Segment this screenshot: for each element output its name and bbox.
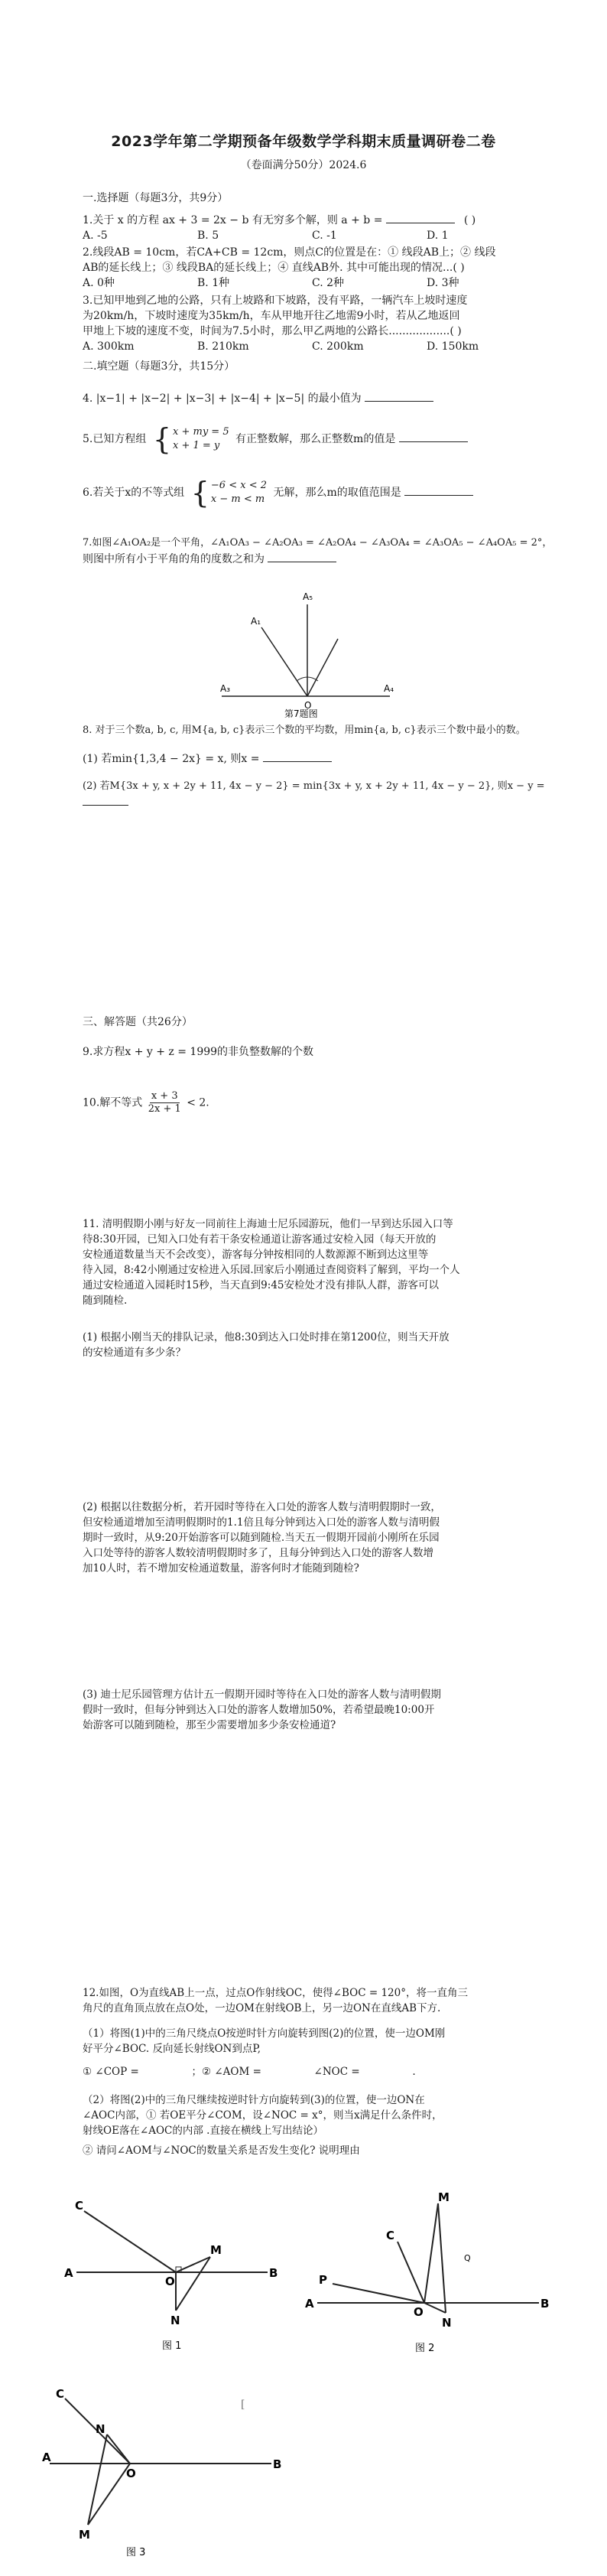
q7-blank bbox=[268, 551, 336, 562]
q7-label-a5: A₅ bbox=[303, 591, 313, 602]
fig3-label-m: M bbox=[79, 2528, 90, 2542]
fig1-label-o: O bbox=[165, 2275, 175, 2288]
q8-part-2: (2) 若M{3x + y, x + 2y + 11, 4x − y − 2} = min{3x + y, x + 2y + 11, 4x − y − 2}, 则x − y = bbox=[83, 780, 545, 792]
fig1-label-b: B bbox=[269, 2266, 278, 2280]
q1-option-d: D. 1 bbox=[427, 230, 449, 242]
q7-label-o: O bbox=[304, 700, 312, 711]
q7-label-a3: A₃ bbox=[220, 683, 231, 694]
q2-option-b: B. 1种 bbox=[197, 277, 230, 289]
q5-suffix: 有正整数解，那么正整数m的值是 bbox=[235, 433, 396, 445]
q11-p2-line: 入口处等待的游客人数较清明假期时多了，且每分钟到达入口处的游客人数增 bbox=[83, 1547, 433, 1559]
q12-line: 12.如图，O为直线AB上一点，过点O作射线OC，使得∠BOC = 120°，将一直角三 bbox=[83, 1987, 468, 1999]
q7-label-a4: A₄ bbox=[384, 683, 394, 694]
fig3-label-a: A bbox=[42, 2451, 51, 2464]
q12-figure-1 bbox=[61, 2196, 283, 2356]
q1-blank bbox=[386, 212, 455, 223]
q3-option-a: A. 300km bbox=[83, 340, 135, 353]
question-7 bbox=[83, 536, 557, 567]
q1-options bbox=[83, 228, 557, 243]
q12-p1-line: 好平分∠BOC. 反向延长射线ON到点P, bbox=[83, 2043, 261, 2055]
fig2-label-b: B bbox=[540, 2297, 550, 2311]
q11-p3-line: (3) 迪士尼乐园管理方估计五一假期开园时等待在入口处的游客人数与清明假期 bbox=[83, 1689, 441, 1701]
fig2-label-a: A bbox=[305, 2297, 314, 2311]
q11-p2-line: (2) 根据以往数据分析，若开园时等待在入口处的游客人数与清明假期时一致， bbox=[83, 1501, 441, 1513]
q5-brace-icon: { bbox=[152, 422, 171, 456]
q11-line: 待入园，8:42小刚通过安检进入乐园.回家后小刚通过查阅资料了解到，平均一个人 bbox=[83, 1264, 460, 1276]
question-12-part-1 bbox=[83, 2026, 572, 2079]
q4-blank bbox=[365, 390, 433, 402]
q2-text-1: 2.线段AB = 10cm，若CA+CB = 12cm，则点C的位置是在：① 线段AB上；② 线段 bbox=[83, 246, 496, 259]
exam-subtitle: （卷面满分50分）2024.6 bbox=[240, 159, 367, 171]
question-11-part-3 bbox=[83, 1687, 557, 1733]
q10-suffix: < 2. bbox=[187, 1096, 209, 1109]
q5-row-2: x + 1 = y bbox=[173, 440, 220, 451]
q10-numerator: x + 3 bbox=[151, 1090, 178, 1102]
q4-expr: 4. |x−1| + |x−2| + |x−3| + |x−4| + |x−5| 的最小值为 bbox=[83, 392, 362, 405]
q6-suffix: 无解，那么m的取值范围是 bbox=[273, 487, 401, 499]
fig1-label-n: N bbox=[170, 2314, 180, 2327]
fig2-label-n: N bbox=[442, 2316, 452, 2330]
section3-heading: 三、解答题（共26分） bbox=[83, 1016, 193, 1028]
q2-options bbox=[83, 275, 557, 291]
fig2-label-c: C bbox=[386, 2229, 395, 2242]
question-5 bbox=[83, 422, 557, 456]
q8-part-1: (1) 若min{1,3,4 − 2x} = x, 则x = bbox=[83, 753, 260, 765]
q6-brace-icon: { bbox=[190, 476, 209, 510]
q11-line: 安检通道数量当天不会改变），游客每分钟按相同的人数源源不断到达这里等 bbox=[83, 1249, 429, 1261]
q5-prefix: 5.已知方程组 bbox=[83, 433, 147, 445]
fig2-ray-op bbox=[333, 2284, 424, 2303]
q12-p2-line: ∠AOC内部，① 若OE平分∠COM，设∠NOC = x°，则当x满足什么条件时， bbox=[83, 2109, 443, 2122]
q10-denominator: 2x + 1 bbox=[148, 1103, 181, 1115]
q8-text-1: 8. 对于三个数a, b, c, 用M{a, b, c}表示三个数的平均数，用min{a, b, c}表示三个数中最小的数。 bbox=[83, 725, 526, 736]
q12-line: 角尺的直角顶点放在点O处，一边OM在射线OB上，另一边ON在直线AB下方. bbox=[83, 2002, 441, 2014]
q12-figure-3 bbox=[42, 2387, 287, 2559]
q10-fraction bbox=[148, 1090, 181, 1115]
question-10 bbox=[83, 1090, 557, 1115]
fig3-ray-on bbox=[107, 2434, 130, 2464]
q11-line: 通过安检通道入园耗时15秒，当天直到9:45安检处才没有排队人群，游客可以 bbox=[83, 1279, 439, 1291]
fig1-label-c: C bbox=[75, 2199, 84, 2213]
q3-option-b: B. 210km bbox=[197, 340, 249, 353]
question-12 bbox=[83, 1985, 572, 2016]
fig2-triangle-hyp bbox=[438, 2203, 446, 2313]
question-4 bbox=[83, 390, 557, 406]
q11-line: 待8:30开园，已知入口处有若干条安检通道让游客通过安检入园（每天开放的 bbox=[83, 1233, 437, 1246]
q11-p3-line: 始游客可以随到随检，那至少需要增加多少条安检通道? bbox=[83, 1719, 336, 1731]
question-9: 9.求方程x + y + z = 1999的非负整数解的个数 bbox=[83, 1046, 314, 1058]
q7-label-a1: A₁ bbox=[251, 616, 261, 627]
fig3-label-o: O bbox=[126, 2467, 136, 2480]
q2-option-c: C. 2种 bbox=[312, 277, 345, 289]
question-8 bbox=[83, 723, 557, 811]
fig1-label-m: M bbox=[210, 2243, 222, 2257]
q6-prefix: 6.若关于x的不等式组 bbox=[83, 487, 185, 499]
question-11 bbox=[83, 1216, 557, 1308]
q11-p2-line: 加10人时，若不增加安检通道数量，游客何时才能随到随检? bbox=[83, 1562, 359, 1575]
q6-inequality-system bbox=[190, 476, 267, 510]
q1-option-c: C. -1 bbox=[312, 230, 337, 242]
q7-ray-a4 bbox=[307, 639, 338, 696]
q3-text-1: 3.已知甲地到乙地的公路，只有上坡路和下坡路，没有平路，一辆汽车上坡时速度 bbox=[83, 295, 468, 307]
question-11-part-1 bbox=[83, 1330, 557, 1360]
fig2-ray-om bbox=[424, 2203, 438, 2303]
q11-p3-line: 假时一致时，但每分钟到达入口处的游客人数增加50%，若希望最晚10:00开 bbox=[83, 1704, 435, 1716]
question-6 bbox=[83, 476, 557, 510]
q3-option-c: C. 200km bbox=[312, 340, 364, 353]
section2-heading: 二.填空题（每题3分，共15分） bbox=[83, 360, 235, 373]
fig3-label-n: N bbox=[96, 2422, 105, 2436]
section1-heading: 一.选择题（每题3分，共9分） bbox=[83, 192, 229, 204]
fig2-label-q: Q bbox=[464, 2253, 471, 2263]
q11-p1-line: 的安检通道有多少条？ bbox=[83, 1347, 186, 1359]
fig2-ray-oc bbox=[398, 2242, 424, 2303]
q5-row-1: x + my = 5 bbox=[173, 426, 229, 438]
q1-option-b: B. 5 bbox=[197, 230, 219, 242]
question-12-part-2 bbox=[83, 2092, 572, 2158]
q12-p2-line: ② 请问∠AOM与∠NOC的数量关系是否发生变化? 说明理由 bbox=[83, 2144, 360, 2157]
q11-p1-line: (1) 根据小刚当天的排队记录，他8:30到达入口处时排在第1200位，则当天开放 bbox=[83, 1331, 450, 1343]
q6-row-2: x − m < m bbox=[210, 493, 265, 505]
q7-figure bbox=[214, 581, 398, 719]
question-3 bbox=[83, 293, 557, 354]
exam-title: 2023学年第二学期预备年级数学学科期末质量调研卷二卷 bbox=[111, 133, 496, 150]
q10-prefix: 10.解不等式 bbox=[83, 1096, 143, 1109]
q1-paren: ( ) bbox=[463, 214, 476, 226]
q7-text-1: 7.如图∠A₁OA₂是一个平角，∠A₁OA₃ − ∠A₂OA₃ = ∠A₂OA₄ − ∠A₃OA₄ = ∠A₃OA₅ − ∠A₄OA₅ = 2°， bbox=[83, 537, 553, 549]
fig2-label-m: M bbox=[438, 2190, 450, 2204]
fig3-caption: 图 3 bbox=[126, 2547, 146, 2558]
fig3-label-c: C bbox=[56, 2387, 65, 2401]
q6-blank bbox=[404, 484, 473, 496]
q2-text-2: AB的延长线上；③ 线段BA的延长线上；④ 直线AB外. 其中可能出现的情况...( ) bbox=[83, 262, 465, 274]
fig2-label-o: O bbox=[414, 2305, 424, 2319]
q5-blank bbox=[399, 431, 468, 442]
q3-text-3: 甲地上下坡的速度不变，时间为7.5小时，那么甲乙两地的公路长..................( ) bbox=[83, 325, 462, 337]
q2-option-a: A. 0种 bbox=[83, 277, 115, 289]
q7-figure-caption: 第7题图 bbox=[284, 708, 318, 719]
q8-blank-1 bbox=[263, 751, 332, 762]
q11-p2-line: 期时一致时，从9:20开始游客可以随到随检.当天五一假期开园前小刚所在乐园 bbox=[83, 1532, 440, 1544]
q7-ray-a1 bbox=[261, 627, 307, 696]
q3-text-2: 为20km/h，下坡时速度为35km/h，车从甲地开往乙地需9小时，若从乙地返回 bbox=[83, 310, 460, 322]
fig2-caption: 图 2 bbox=[415, 2343, 435, 2354]
q5-equation-system bbox=[152, 422, 229, 456]
q12-p1-line: （1）将图(1)中的三角尺绕点O按逆时针方向旋转到图(2)的位置，使一边OM刚 bbox=[83, 2027, 446, 2040]
q12-p2-line: （2）将图(2)中的三角尺继续按逆时针方向旋转到(3)的位置，使一边ON在 bbox=[83, 2094, 425, 2106]
q3-options bbox=[83, 339, 557, 354]
q8-blank-2 bbox=[83, 794, 128, 806]
q11-line: 随到随检. bbox=[83, 1295, 128, 1307]
fig1-ray-oc bbox=[84, 2211, 176, 2272]
q3-option-d: D. 150km bbox=[427, 340, 479, 353]
q11-p2-line: 但安检通道增加至清明假期时的1.1倍且每分钟到达入口处的游客人数与清明假 bbox=[83, 1516, 440, 1529]
q12-figure-2 bbox=[302, 2184, 554, 2360]
question-2 bbox=[83, 245, 557, 291]
q2-option-d: D. 3种 bbox=[427, 277, 459, 289]
fig1-caption: 图 1 bbox=[162, 2340, 182, 2352]
q1-text: 1.关于 x 的方程 ax + 3 = 2x − b 有无穷多个解，则 a + b = bbox=[83, 214, 383, 226]
q11-line: 11. 清明假期小刚与好友一同前往上海迪士尼乐园游玩，他们一早到达乐园入口等 bbox=[83, 1218, 453, 1230]
fig2-label-p: P bbox=[319, 2273, 327, 2287]
q12-p1-answer: ① ∠COP = ；② ∠AOM = ∠NOC = . bbox=[83, 2066, 416, 2078]
question-11-part-2 bbox=[83, 1500, 557, 1576]
fig1-label-a: A bbox=[64, 2266, 73, 2280]
q12-p2-line: 射线OE落在∠AOC的内部 .直接在横线上写出结论） bbox=[83, 2125, 323, 2137]
fig3-label-b: B bbox=[273, 2457, 282, 2471]
fig2-ray-on bbox=[424, 2303, 446, 2313]
q7-text-2: 则图中所有小于平角的角的度数之和为 bbox=[83, 553, 265, 565]
q1-option-a: A. -5 bbox=[83, 230, 108, 242]
question-1 bbox=[83, 212, 557, 243]
q6-row-1: −6 < x < 2 bbox=[210, 480, 267, 491]
stray-mark: [ bbox=[241, 2399, 245, 2411]
